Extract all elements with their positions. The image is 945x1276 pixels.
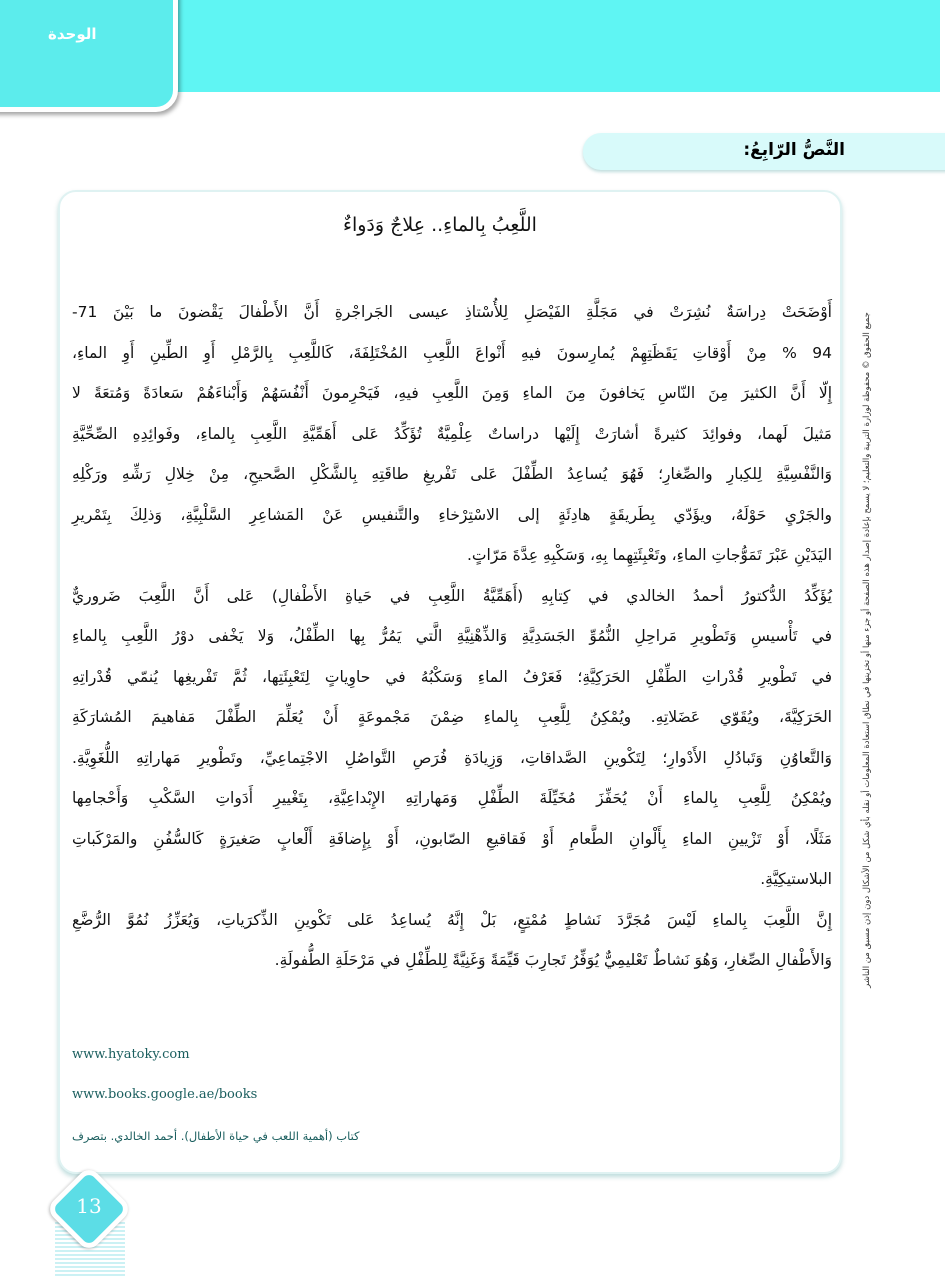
unit-label: الوحدة — [48, 25, 97, 43]
page-number: 13 — [76, 1194, 102, 1218]
text-line: 94 % مِنْ أَوْقاتِ يَقَظَتِهِمْ يُمارِسونَ فيهِ أَنْواعَ اللَّعِبِ المُخْتَلِفَةَ، كَاللَّعِبِ بِالرَّمْلِ أَوِ الطِّينِ أَوِ الماءِ، — [72, 343, 832, 362]
text-line: الحَرَكِيَّةَ، ويُقَوّي عَضَلاتِهِ. ويُمْكِنُ لِلَّعِبِ بِالماءِ ضِمْنَ مَجْموعَةٍ أَنْ يُعَلِّمَ الطِّفْلَ مَفاهيمَ المُشارَكَةِ — [72, 708, 832, 726]
text-line: ويُمْكِنُ لِلَّعِبِ بِالماءِ أَنْ يُحَفِّزَ مُخَيِّلَةَ الطِّفْلِ وَمَهاراتِهِ الإِبْداعِيَّةِ، بِتَغْييرِ أَدَواتِ السَّكْبِ وَأَحْجامِها — [72, 789, 832, 807]
source-book: كتاب (أهمية اللعب في حياة الأطفال). أحمد الخالدي. بتصرف — [72, 1129, 360, 1143]
text-line: إِنَّ اللَّعِبَ بِالماءِ لَيْسَ مُجَرَّدَ نَشاطٍ مُمْتِعٍ، بَلْ إِنَّهُ يُساعِدُ عَلى تَكْوينِ الذِّكرَياتِ، وَيُعَزِّزُ نُمُوَّ الرُّضَّعِ — [72, 910, 832, 929]
article-card — [58, 190, 842, 1174]
section-heading: النَّصُّ الرّابِعُ: — [743, 140, 845, 160]
source-link[interactable]: www.hyatoky.com — [72, 1047, 190, 1062]
text-line: والجَرْيِ حَوْلَهُ، ويؤَدّي بِطَريقَةٍ هادِئَةٍ إلى الاسْتِرْخاءِ والتَّنفيسِ عَنْ المَشاعِرِ السَّلْبِيَّةِ، وَذلِكَ بِتَمْريرِ — [72, 505, 832, 524]
section-heading-pill — [583, 133, 945, 170]
text-line: إِلّا أَنَّ الكثيرَ مِنَ النّاسِ يَخافونَ مِنَ الماءِ وَمِنَ اللَّعِبِ فيهِ، فَيَحْرِمونَ أَنْفُسَهُمْ وَأَبْناءَهُمْ سَعادَةً وَمُتعَةً لا — [72, 384, 832, 402]
text-line: يُؤَكِّدُ الدُّكتورُ أحمدُ الخالدي في كِتابِهِ (أَهَمِّيَّةُ اللَّعِبِ في حَياةِ الأَطْفالِ) عَلى أَنَّ اللَّعِبَ ضَروريٌّ — [72, 586, 832, 605]
text-line: البلاستيكِيَّةِ. — [760, 870, 832, 888]
article-body — [72, 292, 832, 981]
copyright-side-text: جميع الحقوق © محفوظة لوزارة التربية والتعليم؛ لا يسمح بإعادة إصدار هذه الصفحة أو جزء منها أو تخزينها في نطاق استعادة المعلومات أو نقله بأي شكل من الأشكال دون إذن مسبق من الناشر — [862, 312, 872, 988]
text-line: اليَدَيْنِ عَبْرَ تَمَوُّجاتِ الماءِ، وتَعْبِئَتِهِما بِهِ، وَسَكْبِهِ عِدَّةَ مَرّاتٍ. — [467, 546, 832, 564]
unit-tab — [0, 0, 178, 112]
text-line: في تَطْويرِ قُدْراتِ الطِّفْلِ الحَرَكِيَّةِ؛ فَعَرْفُ الماءِ وَسَكْبُهُ في حاوِياتٍ لِتَعْبِئَتِها، ثُمَّ تَفْريغِها يُنمّي قُدْراتِهِ — [72, 667, 832, 686]
text-line: مَثَلًا، أَوْ تَزْيينِ الماءِ بِأَلْوانِ الطَّعامِ أَوْ فَقاقيعِ الصّابونِ، أَوْ بِإِضافَةِ أَلْعابٍ صَغيرَةٍ كَالسُّفُنِ والمَرْكَباتِ — [72, 829, 832, 848]
text-line: وَالتَّعاوُنِ وَتَبادُلِ الأَدْوارِ؛ لِتَكْوينِ الصَّداقاتِ، وَزِيادَةِ فُرَصِ التَّواصُلِ الاجْتِماعِيِّ، وتَطْويرِ مَهاراتِهِ اللُّغَوِيَّةِ. — [72, 748, 832, 767]
text-line: في تَأْسيسِ وَتَطْويرِ مَراحِلِ النُّمُوِّ الجَسَدِيَّةِ وَالذِّهْنِيَّةِ الَّتي يَمُرُّ بِها الطِّفْلُ، وَلا يَخْفى دوْرُ اللَّعِبِ بِالماءِ — [72, 627, 832, 645]
text-line: أَوْضَحَتْ دِراسَةٌ نُشِرَتْ في مَجَلَّةِ الفَيْصَلِ لِلأُسْتاذِ عيسى الجَراجْرةِ أَنَّ الأَطْفالَ يَقْضونَ ما بَيْنَ 71- — [72, 303, 832, 321]
source-link[interactable]: www.books.google.ae/books — [72, 1087, 258, 1102]
text-line: وَالأَطْفالِ الصِّغارِ، وَهُوَ نَشاطٌ تَعْليمِيٌّ يُوَفِّرُ تَجارِبَ قَيِّمَةً وَغَنِيَّةً لِلطِّفْلِ في مَرْحَلَةِ الطُّفولَةِ. — [274, 951, 832, 969]
text-line: وَالنَّفْسِيَّةِ لِلكِبارِ والصِّغارِ؛ فَهُوَ يُساعِدُ الطِّفْلَ عَلى تَفْريغِ طاقَتِهِ بِالشَّكْلِ الصَّحيحِ، مِنْ خِلالِ رَشِّهِ ورَكْلِهِ — [72, 465, 832, 483]
text-line: مَثيلَ لَهما، وفوائِدَ كثيرةً أشارَتْ إِلَيْها دراساتٌ عِلْمِيَّةٌ تُؤَكِّدُ عَلى أَهَمِّيَّةِ اللَّعِبِ بِالماءِ، وفَوائِدِهِ الصِّحِّيَّةِ — [72, 424, 832, 443]
article-title: اللَّعِبُ بِالماءِ.. عِلاجٌ وَدَواءٌ — [343, 214, 537, 236]
